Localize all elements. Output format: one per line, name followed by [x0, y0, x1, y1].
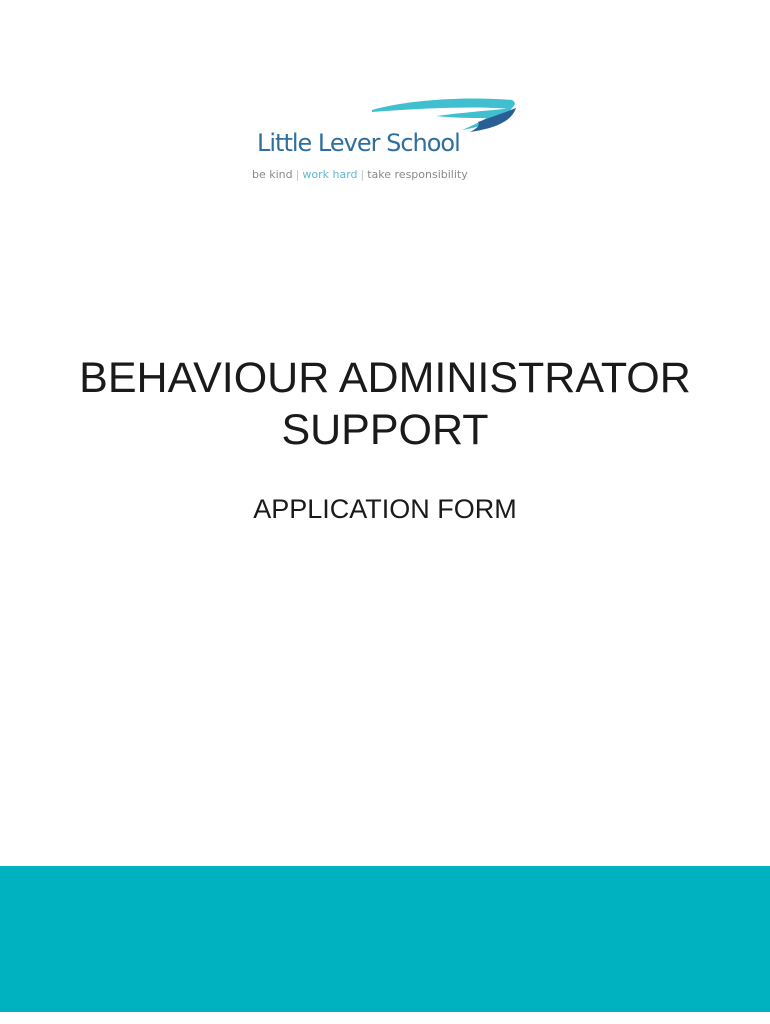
tagline-separator: |	[360, 168, 365, 181]
footer-color-band	[0, 866, 770, 1012]
title-line-2: SUPPORT	[281, 406, 489, 454]
school-logo	[248, 96, 528, 188]
document-subtitle: APPLICATION FORM	[253, 494, 517, 524]
logo-tagline	[252, 168, 468, 181]
document-title	[0, 352, 770, 456]
tagline-work-hard: work hard	[302, 168, 358, 181]
tagline-separator: |	[295, 168, 300, 181]
title-line-1: BEHAVIOUR ADMINISTRATOR	[79, 354, 691, 402]
logo-name: Little Lever School	[257, 129, 460, 157]
tagline-be-kind: be kind	[252, 168, 293, 181]
tagline-take-responsibility: take responsibility	[367, 168, 468, 181]
